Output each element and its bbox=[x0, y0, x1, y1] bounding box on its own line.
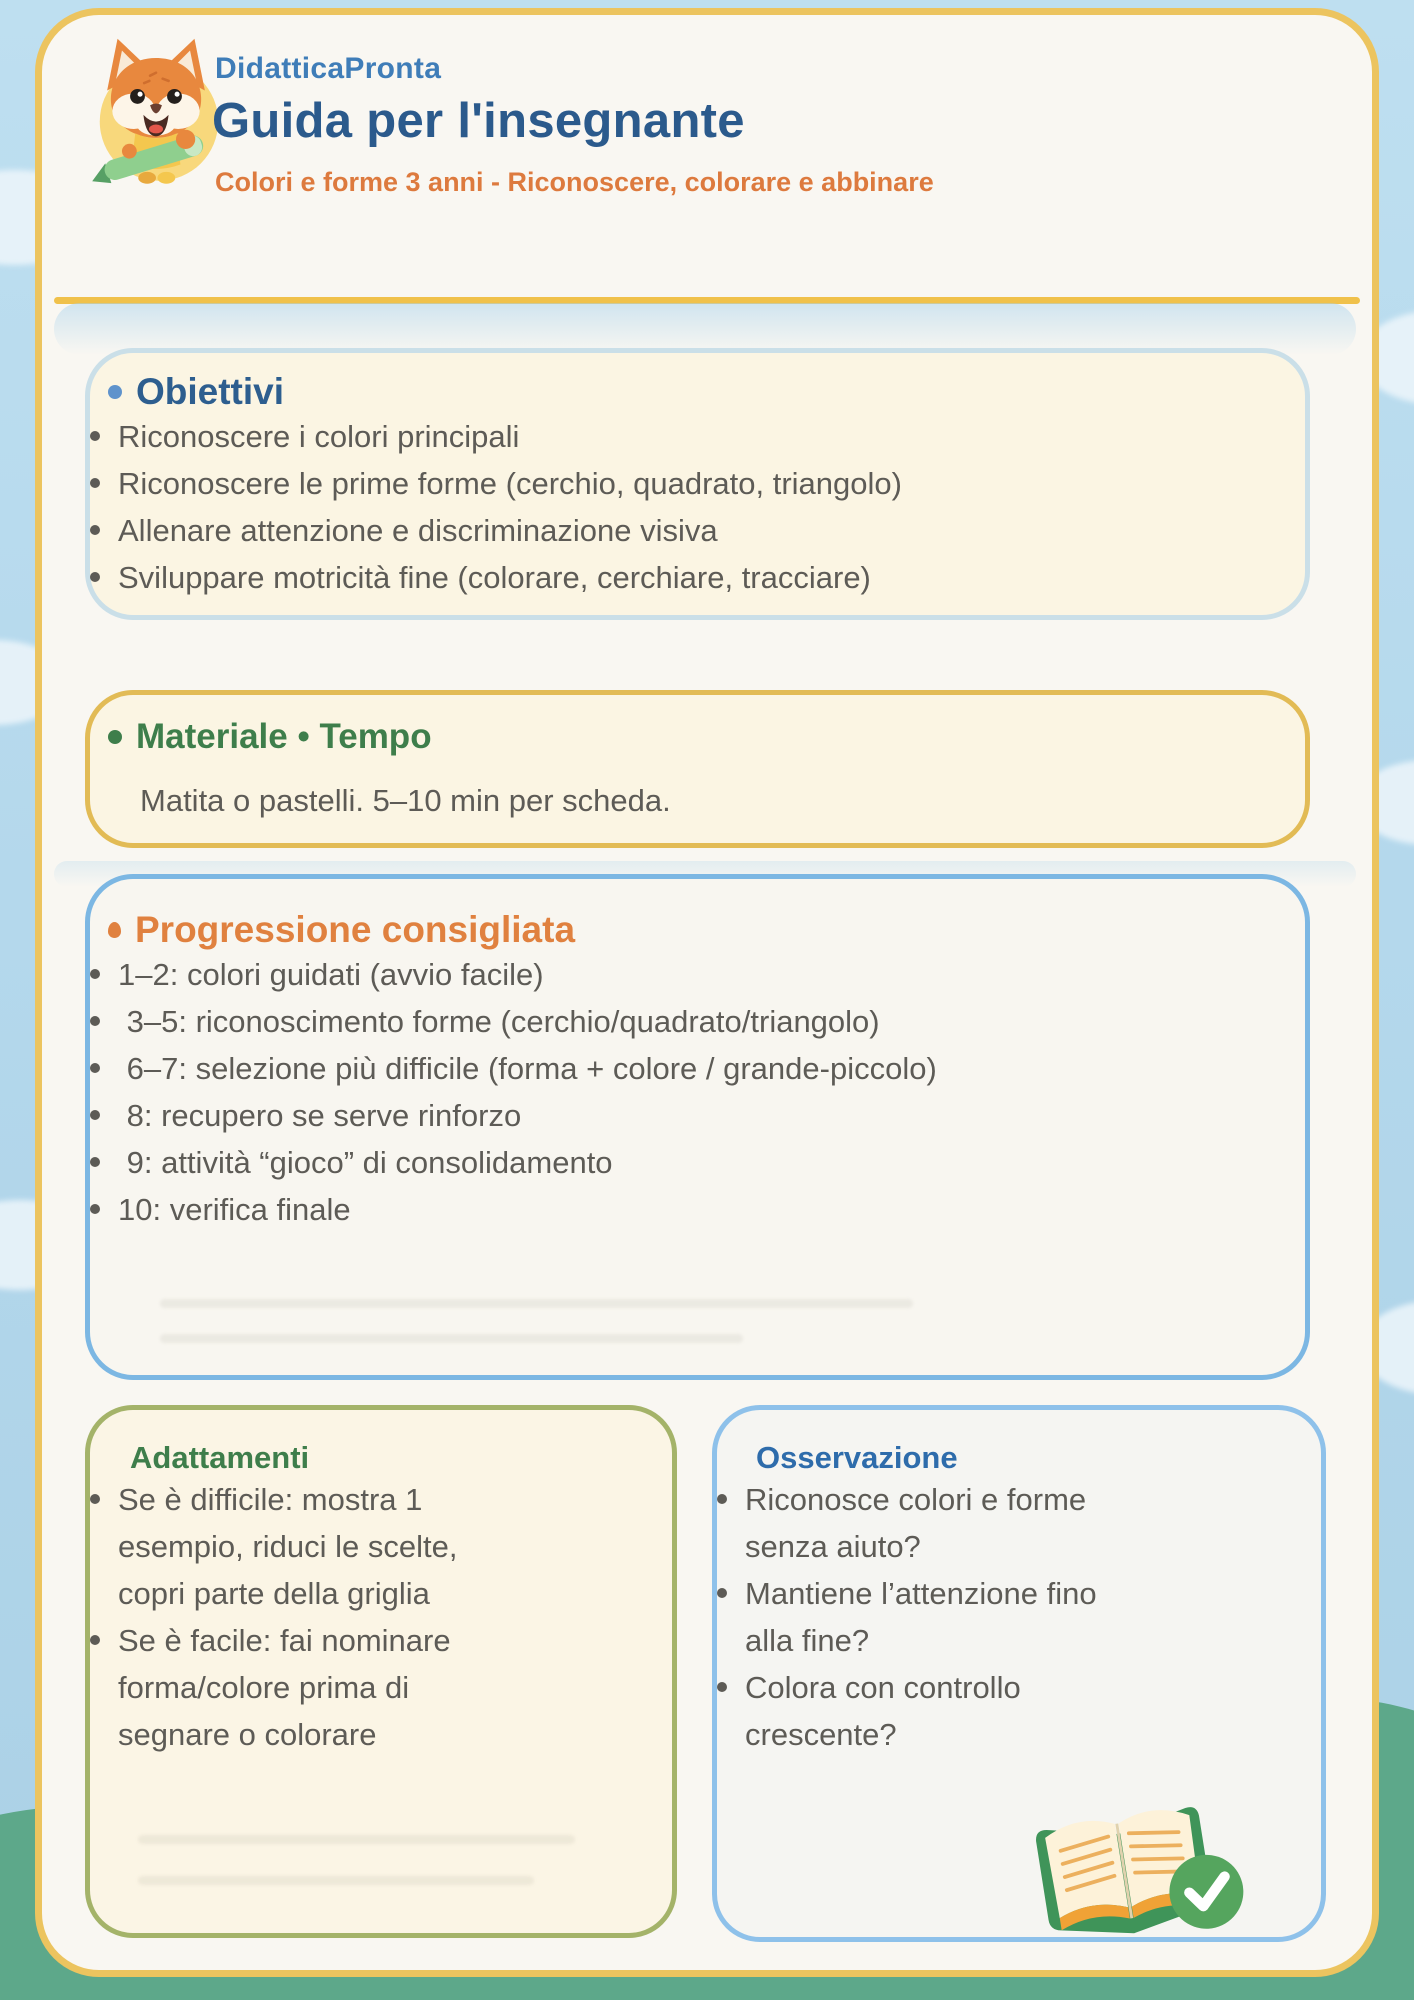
brand-name: DidatticaPronta bbox=[215, 52, 442, 85]
bullet-dot bbox=[90, 1494, 100, 1504]
page-title: Guida per l'insegnante bbox=[212, 94, 745, 148]
list-item: 3–5: riconoscimento forme (cerchio/quadrato/triangolo) bbox=[90, 998, 1305, 1045]
list-item: Riconoscere le prime forme (cerchio, quadrato, triangolo) bbox=[90, 460, 1305, 507]
list-item: Sviluppare motricità fine (colorare, cerchiare, tracciare) bbox=[90, 554, 1305, 601]
list-item: Se è difficile: mostra 1 esempio, riduci le scelte, copri parte della griglia bbox=[90, 1476, 672, 1617]
adattamenti-list bbox=[90, 1476, 672, 1758]
section-heading: Progressione consigliata bbox=[135, 909, 576, 950]
progressione-list bbox=[90, 951, 1305, 1233]
page-subtitle: Colori e forme 3 anni - Riconoscere, colorare e abbinare bbox=[215, 167, 934, 197]
bullet-dot bbox=[90, 1016, 100, 1026]
faded-text-artifact bbox=[138, 1835, 575, 1844]
list-item: Mantiene l’attenzione fino alla fine? bbox=[717, 1570, 1321, 1664]
list-item: Riconoscere i colori principali bbox=[90, 413, 1305, 460]
section-osservazione bbox=[712, 1405, 1326, 1942]
section-adattamenti bbox=[85, 1405, 677, 1938]
bullet-dot bbox=[717, 1494, 727, 1504]
bullet-dot bbox=[90, 1110, 100, 1120]
section-obiettivi bbox=[85, 348, 1310, 620]
list-item: 10: verifica finale bbox=[90, 1186, 1305, 1233]
section-heading: Osservazione bbox=[756, 1440, 958, 1475]
materiale-text: Matita o pastelli. 5–10 min per scheda. bbox=[140, 783, 671, 818]
list-item: Se è facile: fai nominare forma/colore prima di segnare o colorare bbox=[90, 1617, 672, 1758]
open-book-check-icon bbox=[1021, 1787, 1247, 1950]
bullet-dot bbox=[90, 1635, 100, 1645]
section-materiale-tempo bbox=[85, 690, 1310, 848]
fox-mascot-icon bbox=[82, 29, 230, 189]
section-heading: Obiettivi bbox=[136, 371, 285, 412]
list-item: 9: attività “gioco” di consolidamento bbox=[90, 1139, 1305, 1186]
bullet-dot bbox=[90, 572, 100, 582]
bullet-dot bbox=[90, 1063, 100, 1073]
bullet-dot bbox=[90, 478, 100, 488]
faded-text-artifact bbox=[138, 1876, 534, 1885]
section-progressione bbox=[85, 874, 1310, 1380]
bullet-dot bbox=[717, 1682, 727, 1692]
list-item: Riconosce colori e forme senza aiuto? bbox=[717, 1476, 1321, 1570]
heading-bullet-icon bbox=[108, 730, 122, 744]
list-item: 1–2: colori guidati (avvio facile) bbox=[90, 951, 1305, 998]
heading-bullet-icon bbox=[108, 922, 121, 938]
bullet-dot bbox=[90, 1204, 100, 1214]
osservazione-list bbox=[717, 1476, 1321, 1758]
section-heading: Materiale • Tempo bbox=[136, 717, 432, 756]
bullet-dot bbox=[90, 525, 100, 535]
obiettivi-list bbox=[90, 413, 1305, 601]
heading-bullet-icon bbox=[108, 385, 122, 399]
faded-text-artifact bbox=[160, 1299, 913, 1308]
faded-text-artifact bbox=[160, 1334, 743, 1343]
bullet-dot bbox=[90, 1157, 100, 1167]
list-item: 6–7: selezione più difficile (forma + colore / grande-piccolo) bbox=[90, 1045, 1305, 1092]
bullet-dot bbox=[717, 1588, 727, 1598]
list-item: Allenare attenzione e discriminazione visiva bbox=[90, 507, 1305, 554]
bullet-dot bbox=[90, 969, 100, 979]
section-heading: Adattamenti bbox=[130, 1440, 310, 1475]
bullet-dot bbox=[90, 431, 100, 441]
teacher-guide-card bbox=[35, 8, 1379, 1977]
list-item: 8: recupero se serve rinforzo bbox=[90, 1092, 1305, 1139]
list-item: Colora con controllo crescente? bbox=[717, 1664, 1321, 1758]
